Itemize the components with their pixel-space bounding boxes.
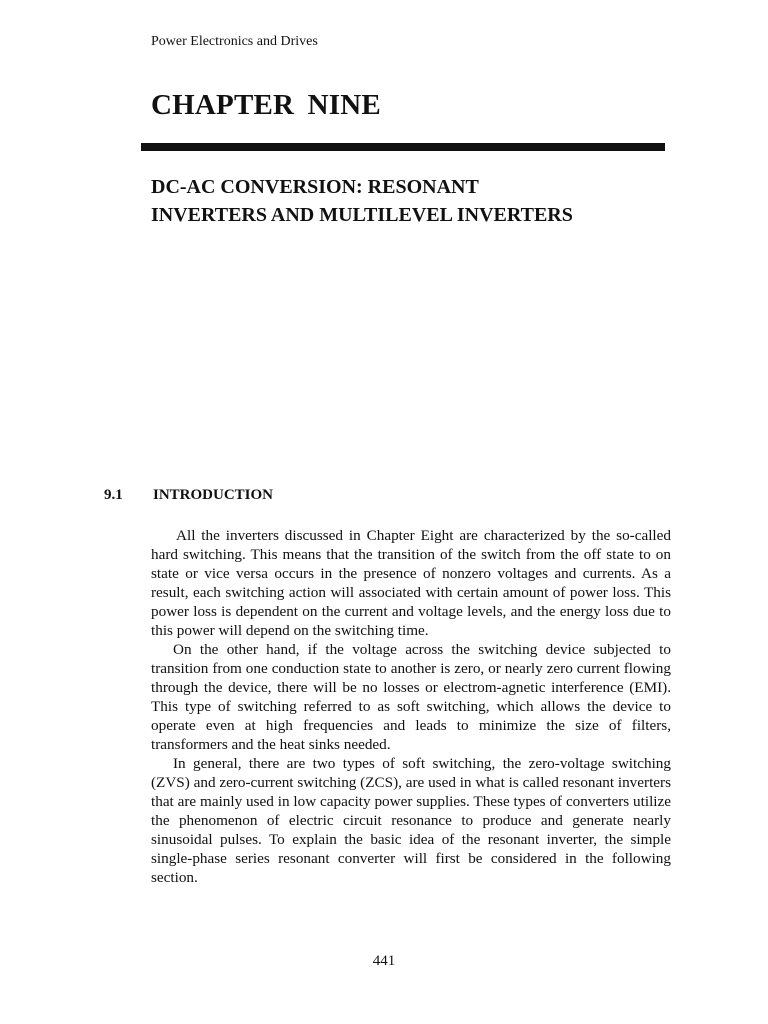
- section-number: 9.1: [104, 487, 123, 503]
- running-head: Power Electronics and Drives: [151, 34, 318, 49]
- chapter-title: [151, 173, 711, 229]
- paragraph-1: All the inverters discussed in Chapter Eight are characterized by the so-called hard switching. This means that the transition of the switch from the off state to on state or vice versa occurs in the presence of nonzero voltages and currents. As a result, each switching action will associated with certain amount of power loss. This power loss is dependent on the current and voltage levels, and the energy loss due to this power will depend on the switching time.: [151, 527, 671, 639]
- section-title: INTRODUCTION: [153, 487, 274, 503]
- section-heading: [104, 485, 273, 505]
- paragraph-2: On the other hand, if the voltage across the switching device subjected to transition from one conduction state to another is zero, or nearly zero current flowing through the device, there will be no losses or electrom-agnetic interference (EMI). This type of switching referred to as soft switching, which allows the device to operate even at high frequencies and leads to minimize the size of filters, transformers and the heat sinks needed.: [151, 641, 671, 753]
- chapter-label: CHAPTER NINE: [151, 89, 381, 121]
- chapter-rule: [141, 143, 665, 151]
- chapter-title-line-1: DC-AC CONVERSION: RESONANT: [151, 176, 479, 198]
- body-text: [151, 526, 671, 887]
- paragraph-3: In general, there are two types of soft switching, the zero-voltage switching (ZVS) and zero-current switching (ZCS), are used in what is called resonant inverters that are mainly used in low capacity power supplies. These types of converters utilize the phenomenon of electric circuit resonance to produce and generate nearly sinusoidal pulses. To explain the basic idea of the resonant inverter, the simple single-phase series resonant converter will first be considered in the following section.: [151, 755, 672, 886]
- chapter-title-line-2: INVERTERS AND MULTILEVEL INVERTERS: [151, 204, 573, 226]
- page-number: 441: [372, 953, 396, 969]
